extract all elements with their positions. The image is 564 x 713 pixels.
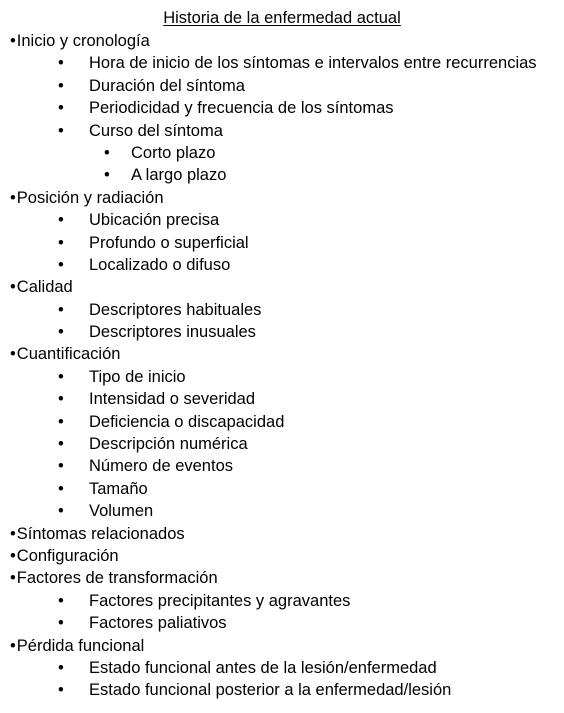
- section-label: Factores de transformación: [16, 569, 218, 588]
- section-heading: [0, 187, 564, 209]
- sub-list-item-label: Corto plazo: [131, 143, 216, 162]
- list-item: [0, 500, 564, 522]
- section-label: Calidad: [16, 278, 73, 297]
- sub-list-item: [0, 142, 564, 164]
- bullet-icon: •: [10, 569, 16, 588]
- document-title: Historia de la enfermedad actual: [163, 9, 401, 27]
- section-label: Cuantificación: [16, 345, 121, 364]
- list-item-label: Tipo de inicio: [89, 367, 186, 386]
- list-item: [0, 388, 564, 410]
- bullet-icon: •: [58, 367, 64, 386]
- list-item: [0, 411, 564, 433]
- section-heading: [0, 30, 564, 52]
- bullet-icon: •: [58, 255, 64, 274]
- list-item-label: Periodicidad y frecuencia de los síntomas: [89, 99, 394, 118]
- bullet-icon: •: [58, 412, 64, 431]
- section-heading: [0, 523, 564, 545]
- list-item: [0, 657, 564, 679]
- section-heading: [0, 635, 564, 657]
- bullet-icon: •: [10, 345, 16, 364]
- list-item-label: Ubicación precisa: [89, 211, 220, 230]
- section-heading: [0, 276, 564, 298]
- list-item-label: Localizado o difuso: [89, 255, 231, 274]
- section-label: Configuración: [16, 546, 119, 565]
- list-item: [0, 232, 564, 254]
- section-heading: [0, 343, 564, 365]
- list-item-label: Estado funcional antes de la lesión/enfermedad: [89, 658, 437, 677]
- bullet-icon: •: [58, 121, 64, 140]
- list-item-label: Hora de inicio de los síntomas e intervalos entre recurrencias: [89, 54, 537, 73]
- list-item-label: Descripción numérica: [89, 435, 248, 454]
- list-item-label: Descriptores inusuales: [89, 323, 256, 342]
- list-item-label: Factores paliativos: [89, 614, 227, 633]
- bullet-icon: •: [58, 658, 64, 677]
- section-heading: [0, 545, 564, 567]
- bullet-icon: •: [10, 278, 16, 297]
- bullet-icon: •: [10, 636, 16, 655]
- list-item: [0, 120, 564, 142]
- list-item-label: Estado funcional posterior a la enfermedad/lesión: [89, 681, 452, 700]
- list-item-label: Descriptores habituales: [89, 300, 262, 319]
- bullet-icon: •: [104, 166, 110, 185]
- bullet-icon: •: [58, 479, 64, 498]
- section-label: Síntomas relacionados: [16, 524, 185, 543]
- list-item-label: Deficiencia o discapacidad: [89, 412, 285, 431]
- list-item-label: Factores precipitantes y agravantes: [89, 591, 351, 610]
- bullet-icon: •: [58, 390, 64, 409]
- bullet-icon: •: [58, 457, 64, 476]
- bullet-icon: •: [58, 76, 64, 95]
- list-item: [0, 254, 564, 276]
- bullet-icon: •: [10, 524, 16, 543]
- list-item-label: Intensidad o severidad: [89, 390, 256, 409]
- sub-list-item-label: A largo plazo: [131, 166, 227, 185]
- bullet-icon: •: [58, 614, 64, 633]
- bullet-icon: •: [58, 435, 64, 454]
- list-item: [0, 590, 564, 612]
- list-item: [0, 478, 564, 500]
- bullet-icon: •: [58, 323, 64, 342]
- bullet-icon: •: [58, 300, 64, 319]
- list-item: [0, 366, 564, 388]
- list-item: [0, 433, 564, 455]
- list-item: [0, 299, 564, 321]
- list-item: [0, 321, 564, 343]
- list-item: [0, 75, 564, 97]
- outline-list: [0, 30, 564, 702]
- list-item: [0, 455, 564, 477]
- bullet-icon: •: [58, 681, 64, 700]
- list-item-label: Volumen: [89, 502, 154, 521]
- list-item-label: Tamaño: [89, 479, 148, 498]
- section-heading: [0, 567, 564, 589]
- list-item-label: Profundo o superficial: [89, 233, 249, 252]
- list-item: [0, 97, 564, 119]
- bullet-icon: •: [58, 99, 64, 118]
- list-item-label: Curso del síntoma: [89, 121, 223, 140]
- section-label: Inicio y cronología: [16, 32, 150, 50]
- bullet-icon: •: [10, 188, 16, 207]
- bullet-icon: •: [10, 546, 16, 565]
- bullet-icon: •: [58, 591, 64, 610]
- bullet-icon: •: [58, 233, 64, 252]
- bullet-icon: •: [58, 211, 64, 230]
- section-label: Posición y radiación: [16, 188, 164, 207]
- list-item-label: Número de eventos: [89, 457, 233, 476]
- bullet-icon: •: [58, 54, 64, 73]
- list-item: [0, 209, 564, 231]
- bullet-icon: •: [58, 502, 64, 521]
- list-item: [0, 679, 564, 701]
- bullet-icon: •: [10, 32, 16, 50]
- list-item: [0, 52, 564, 74]
- list-item-label: Duración del síntoma: [89, 76, 245, 95]
- bullet-icon: •: [104, 143, 110, 162]
- list-item: [0, 612, 564, 634]
- section-label: Pérdida funcional: [16, 636, 145, 655]
- sub-list-item: [0, 164, 564, 186]
